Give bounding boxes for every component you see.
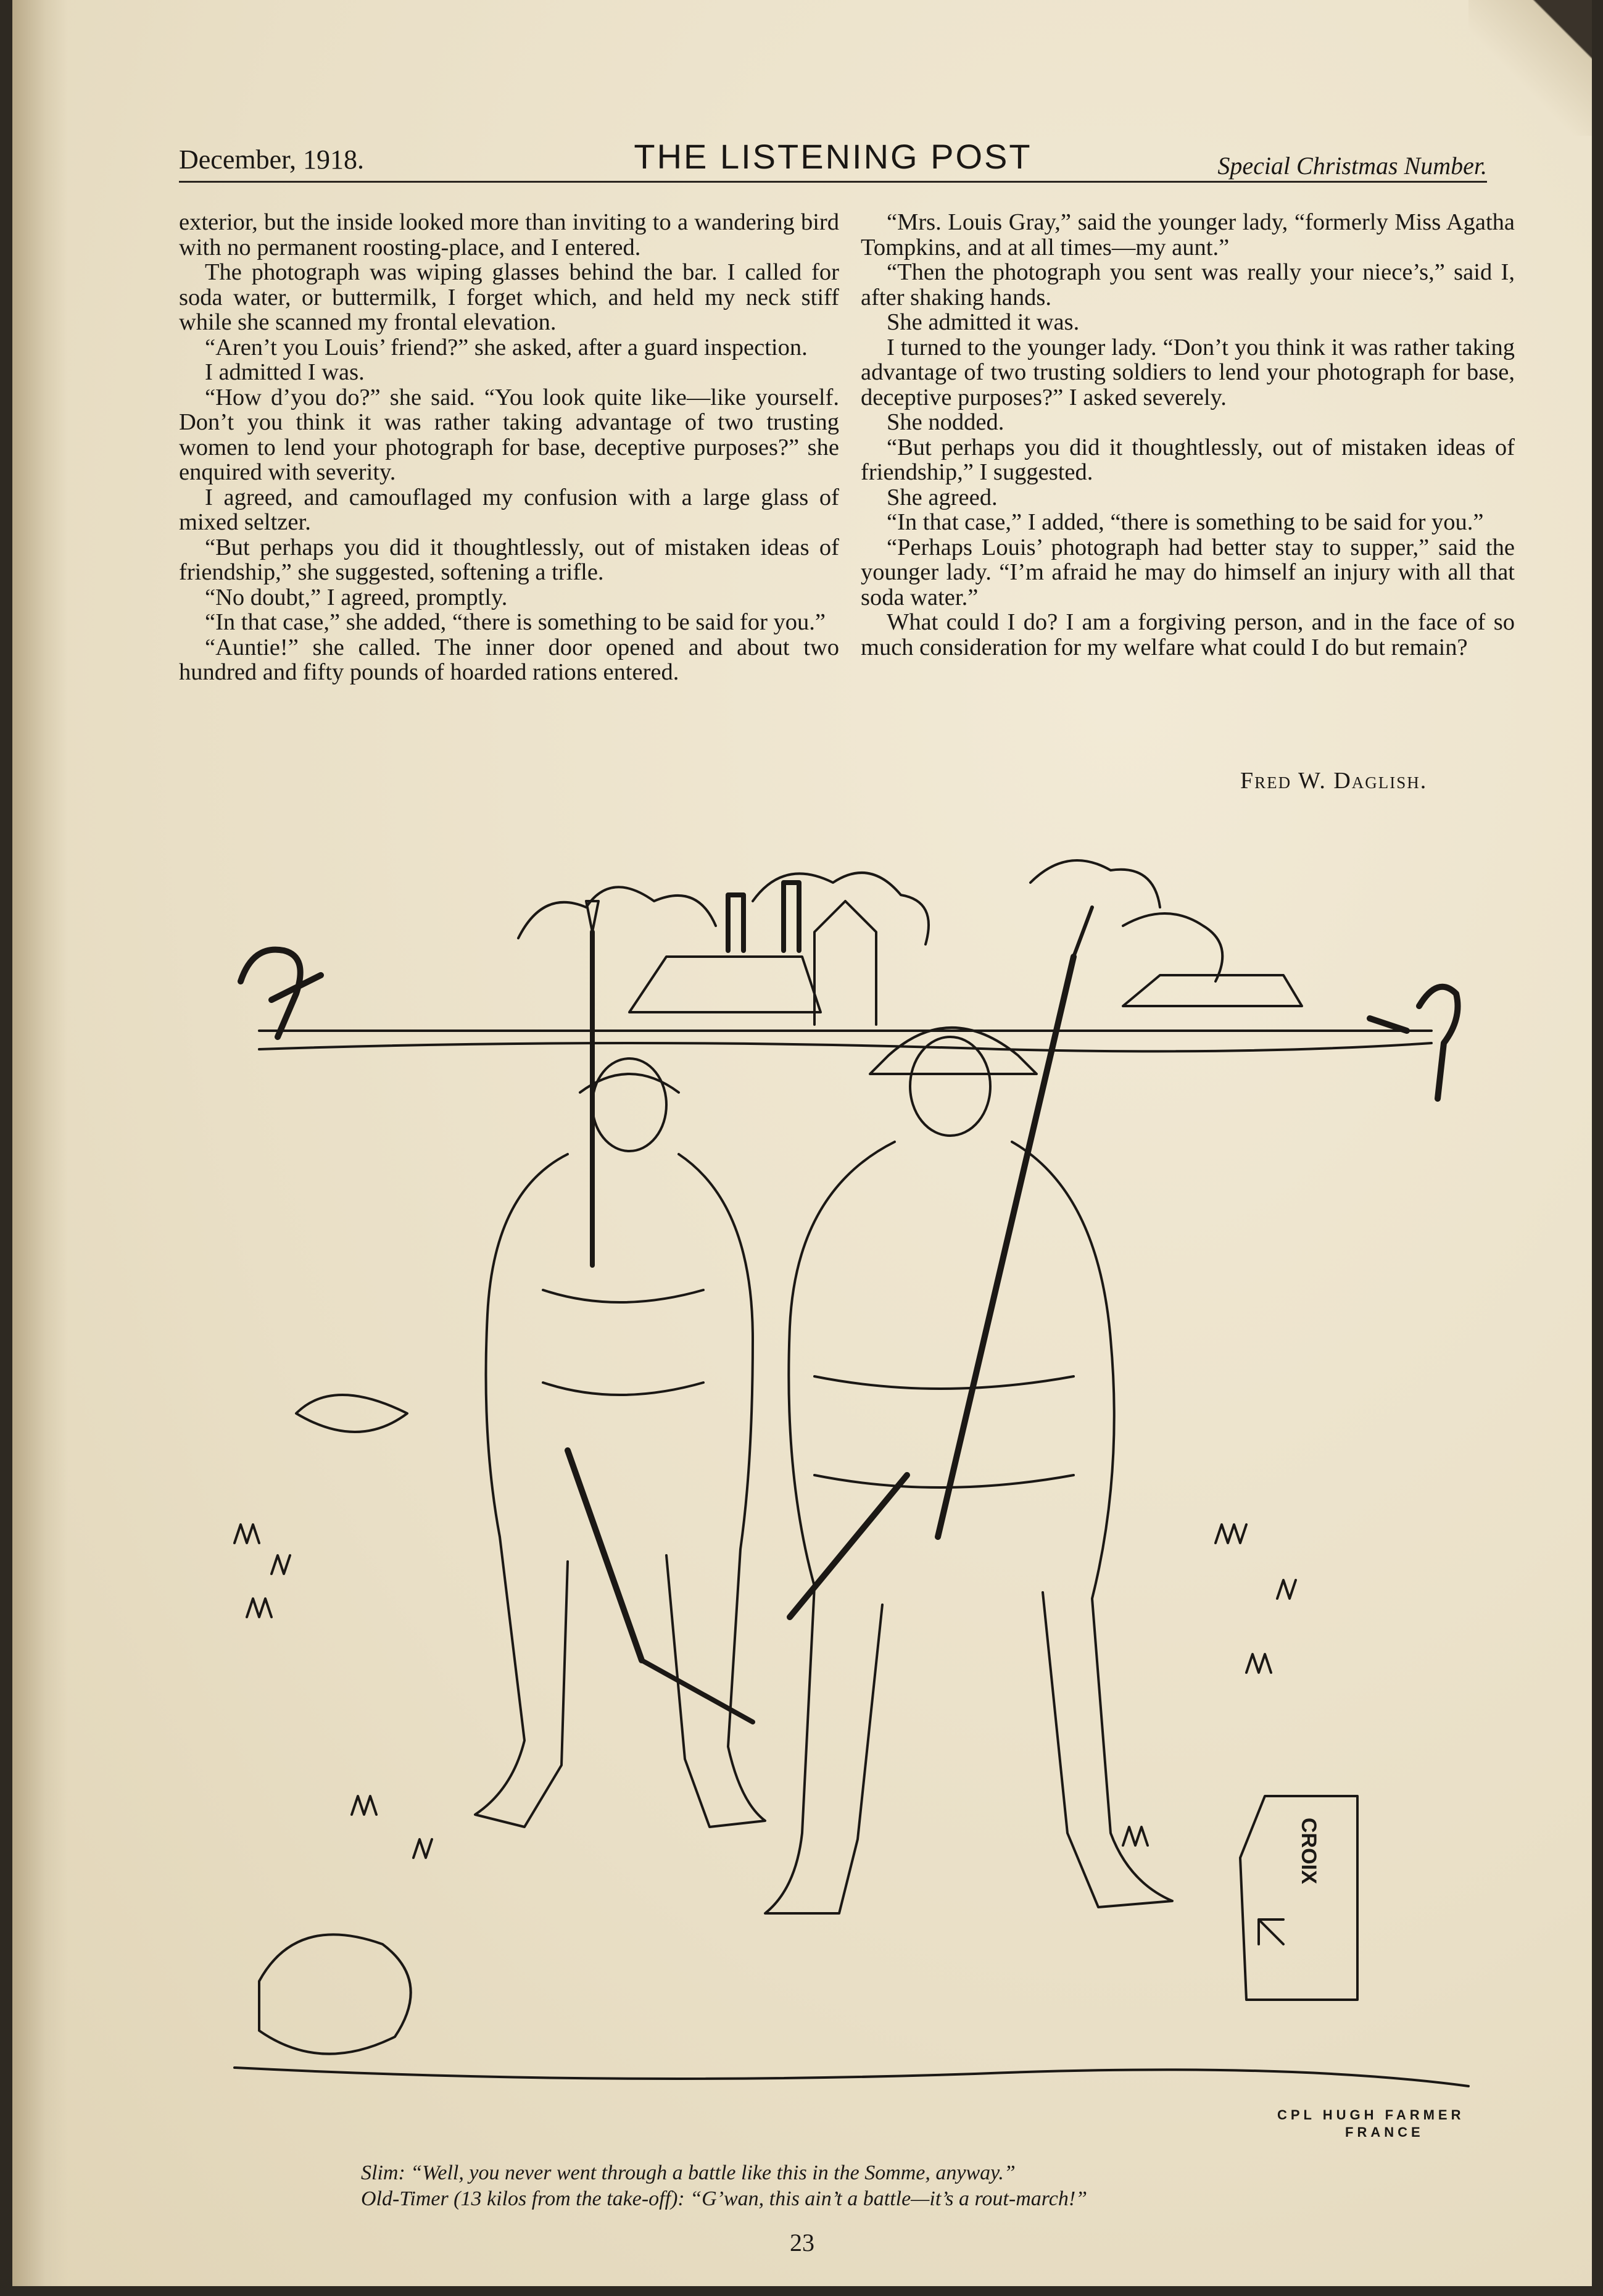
grass-hatching — [1216, 1524, 1296, 1673]
ground-line — [234, 2068, 1468, 2086]
paragraph: She admitted it was. — [887, 309, 1080, 335]
church-spire — [814, 901, 876, 1025]
paragraph: “Aren’t you Louis’ friend?” she asked, after a guard inspection. — [205, 334, 808, 360]
paragraph: She agreed. — [887, 484, 998, 510]
grass-hatching — [234, 1524, 290, 1617]
author-byline: Fred W. Daglish. — [1240, 768, 1428, 794]
signpost-arrow — [1259, 1920, 1283, 1944]
soldier-slim — [475, 901, 765, 1827]
smoke-cloud — [1030, 860, 1160, 907]
paragraph: “In that case,” I added, “there is something to be said for you.” — [887, 509, 1484, 535]
paragraph: I turned to the younger lady. “Don’t you think it was rather taking advantage of two trusting soldiers to lend your photograph for base, deceptive purposes?” I asked severely. — [861, 334, 1515, 410]
signpost-label: CROIX — [1297, 1818, 1320, 1884]
page-number: 23 — [790, 2229, 814, 2256]
masthead-rule — [179, 181, 1487, 183]
paragraph: “Perhaps Louis’ photograph had better stay to supper,” said the younger lady. “I’m afraid he may do himself an injury with all that soda water.” — [861, 534, 1515, 610]
signature-name: CPL HUGH FARMER — [1277, 2107, 1465, 2123]
paragraph: I agreed, and camouflaged my confusion with a large glass of mixed seltzer. — [179, 484, 839, 535]
paragraph: “Then the photograph you sent was really your niece’s,” said I, after shaking hands. — [861, 259, 1515, 310]
signature-place: FRANCE — [1345, 2124, 1424, 2140]
publication-title: THE LISTENING POST — [634, 137, 1032, 176]
paragraph: What could I do? I am a forgiving person, and in the face of so much consideration for my welfare what could I do but remain? — [861, 609, 1515, 660]
paragraph: “But perhaps you did it thoughtlessly, out of mistaken ideas of friendship,” she suggested, softening a trifle. — [179, 534, 839, 585]
paragraph: The photograph was wiping glasses behind the bar. I called for soda water, or buttermilk, I forget which, and held my neck stiff while she scanned my frontal elevation. — [179, 259, 839, 335]
paragraph: I admitted I was. — [205, 359, 365, 385]
masthead — [179, 133, 1487, 182]
chimney — [728, 895, 744, 950]
rock — [259, 1934, 411, 2053]
paragraph: “How d’you do?” she said. “You look quite like—like yourself. Don’t you think it was rather taking advantage of two trusting women to lend your photograph for base, deceptive purposes?” she enquired with severity. — [179, 384, 839, 485]
barn — [1123, 975, 1302, 1006]
smoke-cloud — [518, 887, 716, 938]
paragraph: exterior, but the inside looked more than inviting to a wandering bird with no permanent roosting-place, and I entered. — [179, 209, 839, 260]
page-gutter-shadow — [12, 0, 68, 2286]
caption-line: Old-Timer (13 kilos from the take-off): “G’wan, this ain’t a battle—it’s a rout-march!” — [361, 2187, 1088, 2210]
special-number-label: Special Christmas Number. — [1217, 152, 1487, 180]
paragraph: “In that case,” she added, “there is something to be said for you.” — [205, 609, 826, 635]
farm-building — [629, 957, 821, 1012]
distant-soldier — [241, 950, 321, 1037]
paragraph: “No doubt,” I agreed, promptly. — [205, 584, 508, 610]
cartoon-caption — [361, 2160, 1410, 2212]
river-bank — [259, 1043, 1431, 1051]
chimney — [784, 883, 799, 950]
cartoon-illustration — [197, 796, 1499, 2117]
left-text-column — [179, 210, 839, 685]
distant-soldier — [1370, 987, 1458, 1099]
torn-corner — [1468, 0, 1592, 136]
paragraph: “But perhaps you did it thoughtlessly, out of mistaken ideas of friendship,” I suggested. — [861, 434, 1515, 485]
right-text-column — [861, 210, 1515, 660]
smoke-cloud — [753, 873, 929, 944]
soldier-old-timer — [765, 907, 1172, 1913]
issue-date: December, 1918. — [179, 144, 365, 175]
artist-signature — [1277, 2107, 1465, 2141]
magazine-page — [12, 0, 1592, 2286]
helmet-on-ground — [296, 1395, 407, 1432]
paragraph: She nodded. — [887, 409, 1004, 435]
smoke-cloud — [1123, 913, 1222, 981]
caption-line: Slim: “Well, you never went through a battle like this in the Somme, anyway.” — [361, 2161, 1016, 2184]
paragraph: “Mrs. Louis Gray,” said the younger lady, “formerly Miss Agatha Tompkins, and at all times—my aunt.” — [861, 209, 1515, 260]
paragraph: “Auntie!” she called. The inner door opened and about two hundred and fifty pounds of hoarded rations entered. — [179, 634, 839, 685]
